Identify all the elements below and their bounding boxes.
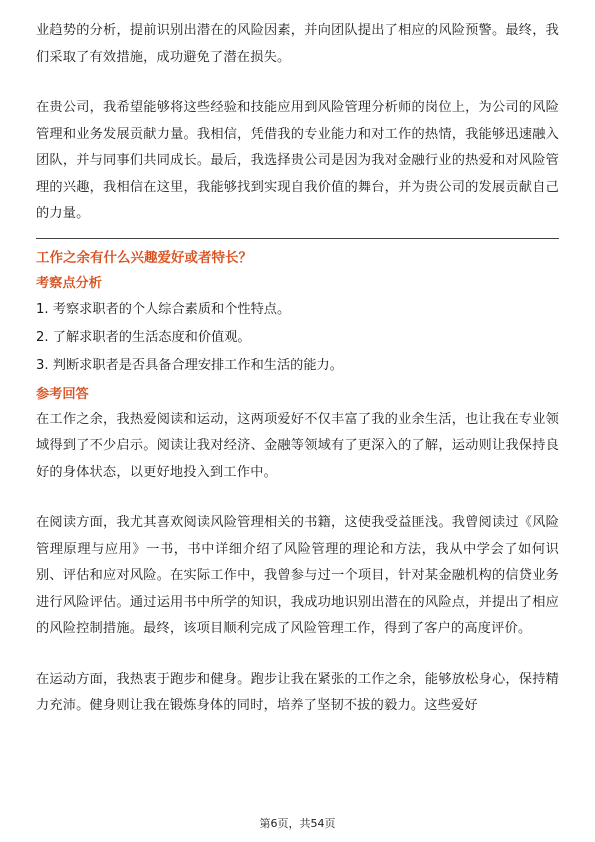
answer-paragraph: 在工作之余，我热爱阅读和运动，这两项爱好不仅丰富了我的业余生活，也让我在专业领域得到了不少启示。阅读让我对经济、金融等领域有了更深入的了解，运动则让我保持良好的身体状态，以更好地投入到工作中。 [36,411,559,480]
analysis-item: 1. 考察求职者的个人综合素质和个性特点。 [36,301,291,317]
answer-paragraph: 在阅读方面，我尤其喜欢阅读风险管理相关的书籍，这使我受益匪浅。我曾阅读过《风险管理原理与应用》一书，书中详细介绍了风险管理的理论和方法，我从中学会了如何识别、评估和应对风险。在实际工作中，我曾参与过一个项目，针对某金融机构的信贷业务进行风险评估。通过运用书中所学的知识，我成功地识别出潜在的风险点，并提出了相应的风险控制措施。最终，该项目顺利完成了风险管理工作，得到了客户的高度评价。 [36,515,559,636]
page-number: 第6页，共54页 [259,817,336,830]
body-paragraph: 业趋势的分析，提前识别出潜在的风险因素，并向团队提出了相应的风险预警。最终，我们采取了有效措施，成功避免了潜在损失。 [36,23,559,65]
analysis-item: 2. 了解求职者的生活态度和价值观。 [36,329,251,345]
page-content [36,18,559,720]
paragraph-gap [36,643,559,667]
analysis-title: 考察点分析 [36,275,102,291]
paragraph-gap [36,71,559,95]
analysis-item: 3. 判断求职者是否具备合理安排工作和生活的能力。 [36,357,343,373]
section-divider [36,238,559,239]
answer-paragraph: 在运动方面，我热衷于跑步和健身。跑步让我在紧张的工作之余，能够放松身心，保持精力充沛。健身则让我在锻炼身体的同时，培养了坚韧不拔的毅力。这些爱好 [36,671,559,713]
body-paragraph: 在贵公司，我希望能够将这些经验和技能应用到风险管理分析师的岗位上，为公司的风险管理和业务发展贡献力量。我相信，凭借我的专业能力和对工作的热情，我能够迅速融入团队，并与同事们共同成长。最后，我选择贵公司是因为我对金融行业的热爱和对风险管理的兴趣，我相信在这里，我能够找到实现自我价值的舞台，并为贵公司的发展贡献自己的力量。 [36,100,559,221]
question-heading: 工作之余有什么兴趣爱好或者特长？ [36,249,252,266]
answer-title: 参考回答 [36,386,89,402]
paragraph-gap [36,486,559,510]
